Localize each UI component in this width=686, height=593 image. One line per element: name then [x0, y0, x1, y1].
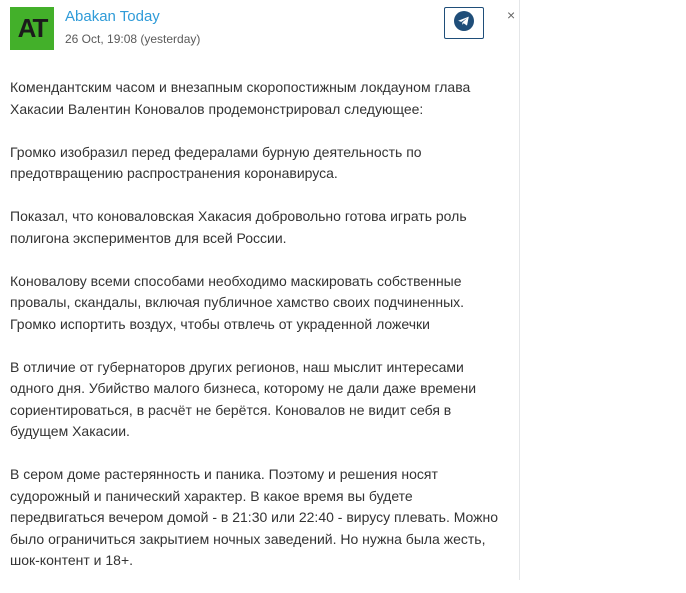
close-icon[interactable]: ×	[507, 7, 516, 23]
post-paragraph: В отличие от губернаторов других регионов, наш мыслит интересами одного дня. Убийство малого бизнеса, которому не дали даже времени сориентироваться, в расчёт не берётся. Коновалов не видит себя в будущем Хакасии.	[10, 358, 477, 439]
post-body	[10, 77, 510, 593]
post-paragraph: Коновалову всеми способами необходимо маскировать собственные провалы, скандалы, включая публичное хамство своих подчиненных. Громко испортить воздух, чтобы отвлечь от украденной ложечки	[10, 272, 465, 332]
open-in-telegram-button[interactable]	[444, 7, 484, 39]
post-paragraph: Показал, что коноваловская Хакасия добровольно готова играть роль полигона экспериментов для всей России.	[10, 208, 467, 246]
post-paragraph: В сером доме растерянность и паника. Поэтому и решения носят судорожный и панический характер. В какое время вы будете передвигаться вечером домой - в 21:30 или 22:40 - вирусу плевать. Можно было ограничиться закрытием ночных заведений. Но нужна была жесть, шок-контент и 18+.	[10, 466, 499, 568]
telegram-icon	[453, 10, 475, 37]
post-paragraph: Комендантским часом и внезапным скоропостижным локдауном глава Хакасии Валентин Коновалов продемонстрировал следующее:	[10, 79, 471, 117]
channel-name-link[interactable]: Abakan Today	[65, 8, 160, 25]
channel-logo[interactable]: AT	[10, 7, 54, 50]
post-paragraph: Громко изобразил перед федералами бурную деятельность по предотвращению распространения коронавируса.	[10, 143, 422, 181]
post-timestamp: 26 Oct, 19:08 (yesterday)	[65, 32, 201, 46]
